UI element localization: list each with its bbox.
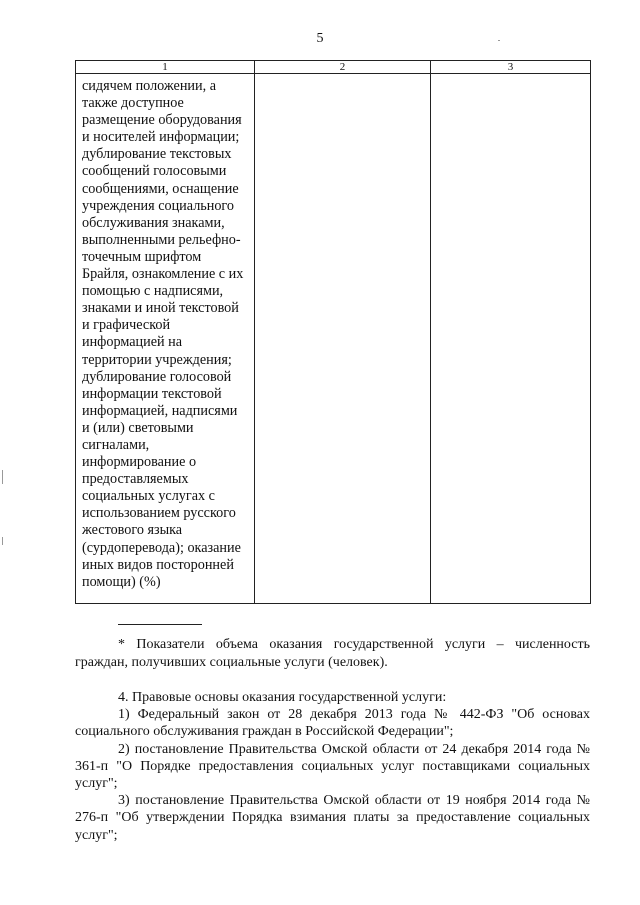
cell-line: точечным шрифтом <box>82 248 202 265</box>
table-cell-col2 <box>255 74 431 604</box>
cell-line: сообщений голосовыми <box>82 163 227 180</box>
cell-line: (сурдоперевода); оказание <box>82 539 241 556</box>
cell-line: информирование о <box>82 454 197 471</box>
cell-line: сообщениями, оснащение <box>82 180 239 197</box>
cell-line: учреждения социального <box>82 197 234 214</box>
services-table <box>75 60 591 604</box>
cell-line: знаками и иной текстовой <box>82 300 239 317</box>
cell-line: дублирование текстовых <box>82 146 232 163</box>
list-item: 1) Федеральный закон от 28 декабря 2013 года № 442-ФЗ "Об основах социального обслуживания граждан в Российской Федерации"; <box>75 707 590 740</box>
cell-line: использованием русского <box>82 505 236 522</box>
cell-line: социальных услугах с <box>82 488 215 505</box>
table-cell-col3 <box>431 74 591 604</box>
cell-line: иных видов посторонней <box>82 556 234 573</box>
page-number: 5 <box>316 31 324 46</box>
cell-line: помощью с надписями, <box>82 283 224 300</box>
column-header-3: 3 <box>431 61 591 74</box>
footnote <box>75 636 590 672</box>
cell-line: помощи) (%) <box>82 573 161 590</box>
scan-speck-mark <box>498 40 500 41</box>
table-header-row <box>76 61 591 74</box>
cell-line: дублирование голосовой <box>82 368 232 385</box>
table-cell-col1 <box>76 74 255 604</box>
footnote-separator <box>118 624 202 625</box>
list-item: 3) постановление Правительства Омской области от 19 ноября 2014 года № 276-п "Об утверждении Порядка взимания платы за предоставление социальных услуг"; <box>75 793 590 843</box>
table-row <box>76 74 591 604</box>
cell-line: информацией на <box>82 334 183 351</box>
cell-line: сидячем положении, а <box>82 78 216 94</box>
cell-line: также доступное <box>82 95 184 112</box>
cell-line: территории учреждения; <box>82 351 232 368</box>
cell-text <box>76 74 254 591</box>
cell-line: и графической <box>82 317 171 334</box>
cell-line: обслуживания знаками, <box>82 214 225 231</box>
cell-line: информации текстовой <box>82 385 222 402</box>
cell-line: и (или) световыми <box>82 419 194 436</box>
column-header-1: 1 <box>76 61 255 74</box>
cell-line: Брайля, ознакомление с их <box>82 266 244 283</box>
cell-line: предоставляемых <box>82 471 189 488</box>
section-heading: 4. Правовые основы оказания государственной услуги: <box>118 690 447 705</box>
scan-edge-mark <box>2 537 3 545</box>
cell-line: сигналами, <box>82 436 150 453</box>
cell-line: информацией, надписями <box>82 402 238 419</box>
column-header-2: 2 <box>255 61 431 74</box>
list-item: 2) постановление Правительства Омской области от 24 декабря 2014 года № 361-п "О Порядке предоставления социальных услуг поставщиками социальных услуг"; <box>75 741 590 792</box>
cell-line: жестового языка <box>82 522 183 539</box>
scan-edge-mark <box>2 470 3 484</box>
cell-line: и носителей информации; <box>82 129 240 146</box>
footnote-text: * Показатели объема оказания государственной услуги – численность граждан, получивших социальные услуги (человек). <box>75 637 590 670</box>
cell-line: выполненными рельефно- <box>82 231 241 248</box>
cell-line: размещение оборудования <box>82 112 242 129</box>
legal-basis-section <box>75 689 590 844</box>
